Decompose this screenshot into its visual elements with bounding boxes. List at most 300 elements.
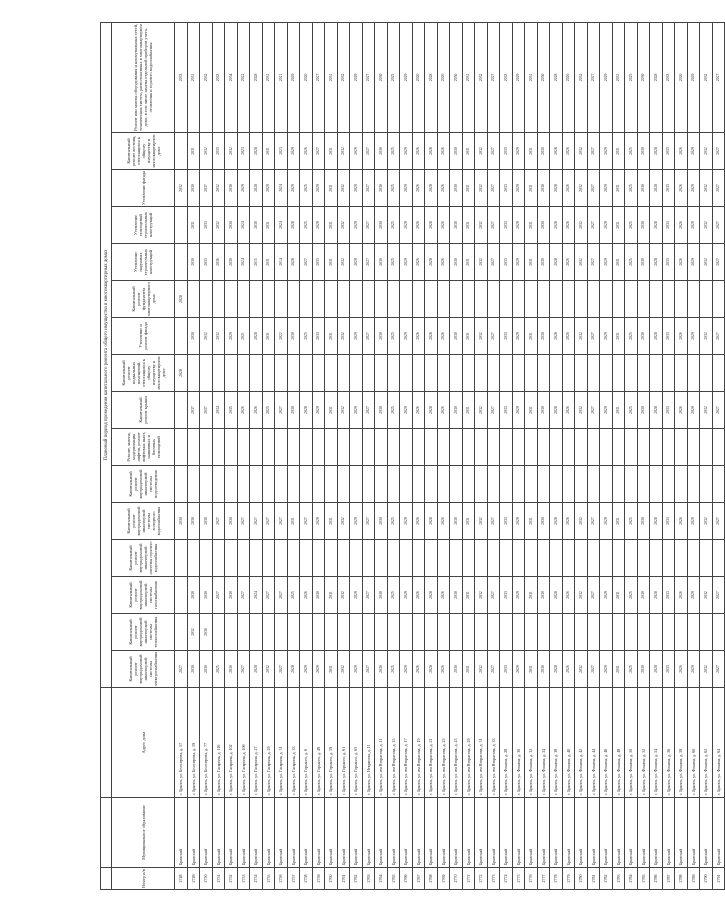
year-cell: 2030 [187, 651, 200, 688]
year-cell: 2031 [325, 207, 338, 244]
year-cell: 2031 [325, 651, 338, 688]
year-cell: 2032 [475, 170, 488, 207]
year-cell: 2031 [525, 392, 538, 429]
year-cell: 2033 [500, 133, 513, 170]
year-cell [675, 614, 688, 651]
year-cell [237, 466, 250, 503]
column-header: Утепление помещений строительных конструкций [112, 207, 175, 244]
year-cell [687, 281, 700, 318]
year-cell: 2026 [437, 22, 450, 132]
year-cell [450, 614, 463, 651]
table-row [375, 22, 388, 889]
year-cell: 2030 [200, 577, 213, 614]
year-cell [312, 540, 325, 577]
year-cell: 2027 [237, 577, 250, 614]
municipality-cell: Брянский [412, 798, 425, 868]
table-row [400, 22, 413, 889]
year-cell: 2032 [575, 207, 588, 244]
year-cell: 2028 [550, 133, 563, 170]
year-cell [425, 355, 438, 392]
year-cell [550, 429, 563, 466]
year-cell: 2030 [250, 207, 263, 244]
year-cell: 2029 [512, 577, 525, 614]
year-cell [337, 429, 350, 466]
year-cell: 2025 [387, 244, 400, 281]
address-cell: г. Брянск, ул. им Некрасова, д. 21 [425, 688, 438, 798]
year-cell: 2028 [175, 355, 188, 392]
year-cell: 2031 [262, 244, 275, 281]
year-cell [325, 355, 338, 392]
address-cell: г. Брянск, ул. Гагарина, д. 29 [262, 688, 275, 798]
year-cell: 2015 [250, 244, 263, 281]
municipality-cell: Брянский [400, 798, 413, 868]
row-number: 2749 [187, 868, 200, 890]
year-cell [712, 466, 725, 503]
year-cell [300, 540, 313, 577]
year-cell [312, 281, 325, 318]
year-cell [375, 466, 388, 503]
year-cell: 2031 [525, 22, 538, 132]
year-cell: 2025 [625, 244, 638, 281]
year-cell [175, 577, 188, 614]
table-row [712, 22, 725, 889]
year-cell [200, 466, 213, 503]
municipality-cell: Брянский [450, 798, 463, 868]
year-cell: 2032 [475, 22, 488, 132]
year-cell: 2027 [587, 392, 600, 429]
year-cell: 2025 [625, 170, 638, 207]
year-cell: 2029 [350, 651, 363, 688]
year-cell [587, 466, 600, 503]
year-cell [687, 614, 700, 651]
year-cell [387, 466, 400, 503]
year-cell: 2028 [650, 503, 663, 540]
year-cell: 2031 [612, 503, 625, 540]
table-row [237, 22, 250, 889]
year-cell: 2028 [550, 392, 563, 429]
year-cell [512, 540, 525, 577]
year-cell: 2031 [262, 207, 275, 244]
year-cell [700, 281, 713, 318]
year-cell: 2026 [237, 392, 250, 429]
year-cell: 2032 [337, 651, 350, 688]
year-cell: 2029 [600, 577, 613, 614]
year-cell: 2030 [450, 577, 463, 614]
row-number: 2756 [275, 868, 288, 890]
year-cell [275, 614, 288, 651]
year-cell: 2030 [225, 577, 238, 614]
year-cell: 2031 [325, 503, 338, 540]
year-cell [287, 466, 300, 503]
municipality-cell: Брянский [525, 798, 538, 868]
year-cell: 2029 [287, 133, 300, 170]
year-cell [462, 355, 475, 392]
year-cell: 2028 [650, 244, 663, 281]
year-cell: 2032 [700, 577, 713, 614]
year-cell: 2029 [312, 503, 325, 540]
municipality-cell: Брянский [675, 798, 688, 868]
year-cell [225, 429, 238, 466]
year-cell: 2025 [212, 651, 225, 688]
year-cell: 2035 [225, 392, 238, 429]
year-cell: 2029 [512, 503, 525, 540]
table-row [587, 22, 600, 889]
year-cell: 2030 [537, 651, 550, 688]
year-cell: 2029 [350, 22, 363, 132]
year-cell: 2029 [600, 22, 613, 132]
year-cell [500, 540, 513, 577]
year-cell [462, 614, 475, 651]
year-cell: 2025 [387, 133, 400, 170]
year-cell: 2025 [387, 22, 400, 132]
year-cell [637, 429, 650, 466]
year-cell [275, 355, 288, 392]
year-cell: 2026 [675, 207, 688, 244]
year-cell: 2029 [400, 133, 413, 170]
year-cell [262, 429, 275, 466]
year-cell: 2024 [250, 577, 263, 614]
year-cell [600, 355, 613, 392]
column-header: Муниципальное образование [112, 798, 175, 868]
municipality-cell: Брянский [250, 798, 263, 868]
year-cell: 2026 [675, 392, 688, 429]
municipality-cell: Брянский [375, 798, 388, 868]
municipality-cell: Брянский [587, 798, 600, 868]
year-cell [437, 614, 450, 651]
year-cell: 2027 [362, 244, 375, 281]
year-cell: 2032 [262, 651, 275, 688]
year-cell [612, 429, 625, 466]
year-cell [712, 281, 725, 318]
year-cell: 2031 [525, 133, 538, 170]
year-cell [312, 614, 325, 651]
table-row [212, 22, 225, 889]
year-cell [275, 281, 288, 318]
year-cell [300, 355, 313, 392]
year-cell [350, 355, 363, 392]
year-cell: 2027 [275, 392, 288, 429]
year-cell: 2026 [562, 22, 575, 132]
year-cell: 2025 [387, 577, 400, 614]
table-row [312, 22, 325, 889]
year-cell: 2030 [375, 244, 388, 281]
year-cell: 2025 [300, 170, 313, 207]
table-row [175, 22, 188, 889]
year-cell [525, 355, 538, 392]
year-cell [412, 540, 425, 577]
year-cell [287, 355, 300, 392]
year-cell: 2032 [475, 503, 488, 540]
year-cell [400, 614, 413, 651]
row-number: 2783 [612, 868, 625, 890]
year-cell [675, 281, 688, 318]
year-cell: 2029 [687, 577, 700, 614]
year-cell: 2030 [637, 503, 650, 540]
year-cell: 2028 [550, 503, 563, 540]
year-cell: 2028 [425, 22, 438, 132]
address-cell: г. Брянск, ул. им Некрасова, д. 31 [475, 688, 488, 798]
year-cell: 2027 [712, 651, 725, 688]
year-cell: 2027 [487, 318, 500, 355]
year-cell: 2027 [587, 207, 600, 244]
year-cell [487, 540, 500, 577]
year-cell: 2029 [312, 170, 325, 207]
row-number: 2761 [337, 868, 350, 890]
municipality-cell: Брянский [350, 798, 363, 868]
year-cell [475, 614, 488, 651]
year-cell: 2031 [325, 577, 338, 614]
year-cell: 2032 [337, 577, 350, 614]
year-cell: 2026 [675, 577, 688, 614]
year-cell: 2027 [275, 651, 288, 688]
year-cell: 2027 [175, 651, 188, 688]
year-cell [475, 466, 488, 503]
year-cell: 2032 [337, 392, 350, 429]
year-cell: 2030 [225, 170, 238, 207]
year-cell: 2033 [212, 22, 225, 132]
year-cell [612, 355, 625, 392]
year-cell: 2032 [337, 133, 350, 170]
year-cell: 2031 [287, 503, 300, 540]
column-header: Капитальный ремонт крыши [112, 392, 175, 429]
year-cell: 2027 [712, 392, 725, 429]
year-cell [212, 355, 225, 392]
row-number: 2764 [375, 868, 388, 890]
year-cell: 2030 [637, 577, 650, 614]
year-cell: 2030 [187, 503, 200, 540]
year-cell [412, 466, 425, 503]
year-cell [537, 614, 550, 651]
year-cell [625, 429, 638, 466]
year-cell [625, 540, 638, 577]
year-cell: 2033 [662, 577, 675, 614]
year-cell: 2026 [562, 244, 575, 281]
year-cell: 2029 [350, 392, 363, 429]
municipality-cell: Брянский [212, 798, 225, 868]
year-cell: 2026 [562, 577, 575, 614]
table-row [325, 22, 338, 889]
year-cell [400, 355, 413, 392]
year-cell: 2026 [250, 392, 263, 429]
year-cell: 2031 [612, 207, 625, 244]
year-cell: 2022 [237, 22, 250, 132]
column-header: Ремонт, замена, модернизация лифтов, ремонт лифтовых шахт, машинных и блочных помещений [112, 429, 175, 466]
title-row [101, 22, 112, 889]
year-cell [350, 614, 363, 651]
table-row [200, 22, 213, 889]
year-cell: 2028 [300, 392, 313, 429]
year-cell: 2032 [337, 170, 350, 207]
year-cell [425, 614, 438, 651]
year-cell: 2032 [700, 133, 713, 170]
address-cell: г. Брянск, ул. Белозерова, д. 77 [200, 688, 213, 798]
municipality-cell: Брянский [425, 798, 438, 868]
year-cell: 2030 [537, 244, 550, 281]
year-cell [237, 614, 250, 651]
year-cell: 2030 [637, 392, 650, 429]
year-cell [637, 614, 650, 651]
year-cell [237, 355, 250, 392]
year-cell [525, 466, 538, 503]
year-cell: 2026 [412, 318, 425, 355]
year-cell: 2031 [462, 503, 475, 540]
municipality-cell: Брянский [200, 798, 213, 868]
year-cell: 2027 [487, 244, 500, 281]
year-cell [175, 614, 188, 651]
year-cell [537, 429, 550, 466]
address-cell: г. Брянск, ул. Некрасова, д. 11 [362, 688, 375, 798]
address-cell: г. Брянск, ул. Фокина, д. 42 [575, 688, 588, 798]
year-cell [600, 540, 613, 577]
year-cell [400, 466, 413, 503]
year-cell: 2026 [300, 577, 313, 614]
municipality-cell: Брянский [512, 798, 525, 868]
municipality-cell: Брянский [625, 798, 638, 868]
year-cell: 2029 [512, 651, 525, 688]
year-cell: 2032 [700, 207, 713, 244]
year-cell [325, 281, 338, 318]
year-cell [625, 614, 638, 651]
municipality-cell: Брянский [537, 798, 550, 868]
year-cell: 2027 [237, 651, 250, 688]
year-cell: 2031 [612, 318, 625, 355]
year-cell: 2027 [212, 503, 225, 540]
year-cell [587, 281, 600, 318]
year-cell: 2027 [300, 503, 313, 540]
year-cell: 2026 [412, 170, 425, 207]
municipality-cell: Брянский [562, 798, 575, 868]
year-cell [362, 429, 375, 466]
address-cell: г. Брянск, ул. Фокина, д. 44 [587, 688, 600, 798]
year-cell [512, 281, 525, 318]
row-number: 2778 [550, 868, 563, 890]
row-number: 2755 [262, 868, 275, 890]
municipality-cell: Брянский [575, 798, 588, 868]
address-cell: г. Брянск, ул. им Некрасова, д. 17 [400, 688, 413, 798]
year-cell: 2025 [262, 392, 275, 429]
year-cell [325, 540, 338, 577]
municipality-cell: Брянский [475, 798, 488, 868]
year-cell: 2030 [537, 503, 550, 540]
year-cell [625, 281, 638, 318]
year-cell: 2031 [462, 22, 475, 132]
column-header: Утепление и ремонт фасада [112, 318, 175, 355]
year-cell [612, 466, 625, 503]
year-cell [562, 355, 575, 392]
table-row [337, 22, 350, 889]
year-cell: 2028 [550, 244, 563, 281]
year-cell [437, 281, 450, 318]
year-cell [437, 466, 450, 503]
year-cell: 2026 [437, 392, 450, 429]
year-cell: 2029 [350, 318, 363, 355]
column-header: Капитальный ремонт внутридомовой инженерной системы электроснабжения [112, 651, 175, 688]
year-cell: 2024 [275, 170, 288, 207]
year-cell: 2031 [525, 651, 538, 688]
year-cell: 2032 [337, 244, 350, 281]
year-cell: 2032 [700, 170, 713, 207]
municipality-cell: Брянский [712, 798, 725, 868]
row-number: 2767 [412, 868, 425, 890]
year-cell [300, 429, 313, 466]
year-cell: 2029 [400, 318, 413, 355]
table-row [575, 22, 588, 889]
year-cell: 2027 [587, 244, 600, 281]
year-cell: 2030 [375, 207, 388, 244]
year-cell: 2030 [537, 392, 550, 429]
year-cell: 2027 [712, 577, 725, 614]
year-cell [375, 355, 388, 392]
municipality-cell: Брянский [550, 798, 563, 868]
year-cell [500, 466, 513, 503]
year-cell: 2031 [612, 133, 625, 170]
year-cell: 2030 [450, 318, 463, 355]
year-cell: 2032 [700, 651, 713, 688]
year-cell [587, 540, 600, 577]
table-row [600, 22, 613, 889]
year-cell: 2027 [587, 651, 600, 688]
year-cell: 2029 [350, 133, 363, 170]
year-cell [675, 429, 688, 466]
address-cell: г. Брянск, ул. Фокина, д. 40 [562, 688, 575, 798]
year-cell [575, 466, 588, 503]
year-cell: 2030 [637, 318, 650, 355]
year-cell: 2029 [687, 207, 700, 244]
year-cell: 2032 [700, 244, 713, 281]
year-cell: 2030 [450, 22, 463, 132]
table-row [287, 22, 300, 889]
year-cell [512, 466, 525, 503]
year-cell: 2025 [625, 577, 638, 614]
year-cell [350, 466, 363, 503]
row-number: 2759 [312, 868, 325, 890]
year-cell [575, 355, 588, 392]
year-cell: 2032 [575, 170, 588, 207]
year-cell: 2031 [262, 318, 275, 355]
year-cell [625, 355, 638, 392]
year-cell: 2033 [500, 577, 513, 614]
year-cell [475, 355, 488, 392]
year-cell: 2026 [562, 133, 575, 170]
column-header: Капитальный ремонт внутридомовой инженерной системы газоснабжения [112, 577, 175, 614]
year-cell: 2033 [662, 207, 675, 244]
year-cell: 2028 [550, 207, 563, 244]
year-cell: 2028 [650, 651, 663, 688]
year-cell: 2032 [575, 392, 588, 429]
year-cell [700, 355, 713, 392]
year-cell: 2021 [275, 22, 288, 132]
year-cell [187, 355, 200, 392]
year-cell [512, 614, 525, 651]
year-cell: 2029 [400, 22, 413, 132]
year-cell: 2033 [662, 651, 675, 688]
year-cell [487, 355, 500, 392]
year-cell [537, 281, 550, 318]
municipality-cell: Брянский [287, 798, 300, 868]
year-cell [525, 540, 538, 577]
table-row [675, 22, 688, 889]
municipality-cell: Брянский [187, 798, 200, 868]
row-number: 2787 [662, 868, 675, 890]
year-cell [662, 466, 675, 503]
year-cell: 2028 [550, 577, 563, 614]
year-cell: 2030 [450, 170, 463, 207]
column-header: Ремонт или замена оборудования и коммунальных сетей, технических систем, расположенных в многоквартирном доме, в том числе замена отдельной приборов учета, отопления и горячего водоснабжения [112, 22, 175, 132]
year-cell: 2031 [612, 22, 625, 132]
table-row [562, 22, 575, 889]
year-cell [175, 540, 188, 577]
year-cell: 2029 [287, 170, 300, 207]
